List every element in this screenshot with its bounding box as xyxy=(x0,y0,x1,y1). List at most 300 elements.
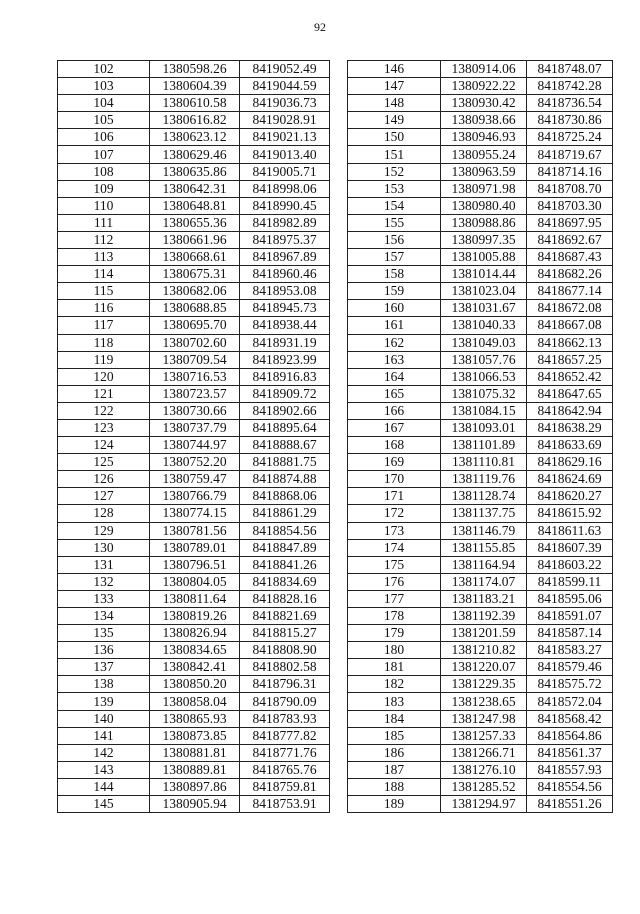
page-number: 92 xyxy=(314,20,326,34)
point-number: 154 xyxy=(348,197,441,214)
x-coordinate: 1380774.15 xyxy=(150,505,240,522)
table-row xyxy=(348,505,613,522)
x-coordinate: 1380695.70 xyxy=(150,317,240,334)
table-row xyxy=(58,334,330,351)
x-coordinate: 1380819.26 xyxy=(150,608,240,625)
table-row xyxy=(58,556,330,573)
point-number: 156 xyxy=(348,231,441,248)
point-number: 110 xyxy=(58,197,150,214)
y-coordinate: 8418682.26 xyxy=(527,266,613,283)
table-row xyxy=(58,197,330,214)
x-coordinate: 1381101.89 xyxy=(441,437,527,454)
point-number: 174 xyxy=(348,539,441,556)
x-coordinate: 1380804.05 xyxy=(150,573,240,590)
table-row xyxy=(58,539,330,556)
point-number: 109 xyxy=(58,180,150,197)
x-coordinate: 1380629.46 xyxy=(150,146,240,163)
point-number: 171 xyxy=(348,488,441,505)
y-coordinate: 8418583.27 xyxy=(527,642,613,659)
y-coordinate: 8418742.28 xyxy=(527,78,613,95)
point-number: 175 xyxy=(348,556,441,573)
table-row xyxy=(58,266,330,283)
x-coordinate: 1380922.22 xyxy=(441,78,527,95)
y-coordinate: 8418730.86 xyxy=(527,112,613,129)
y-coordinate: 8418790.09 xyxy=(240,693,330,710)
x-coordinate: 1380938.66 xyxy=(441,112,527,129)
point-number: 136 xyxy=(58,642,150,659)
x-coordinate: 1380963.59 xyxy=(441,163,527,180)
y-coordinate: 8418642.94 xyxy=(527,402,613,419)
x-coordinate: 1381128.74 xyxy=(441,488,527,505)
table-row xyxy=(58,129,330,146)
x-coordinate: 1380971.98 xyxy=(441,180,527,197)
point-number: 169 xyxy=(348,454,441,471)
y-coordinate: 8418821.69 xyxy=(240,608,330,625)
point-number: 149 xyxy=(348,112,441,129)
table-row xyxy=(58,300,330,317)
point-number: 150 xyxy=(348,129,441,146)
y-coordinate: 8419005.71 xyxy=(240,163,330,180)
x-coordinate: 1381093.01 xyxy=(441,419,527,436)
point-number: 161 xyxy=(348,317,441,334)
point-number: 112 xyxy=(58,231,150,248)
point-number: 125 xyxy=(58,454,150,471)
y-coordinate: 8418895.64 xyxy=(240,419,330,436)
point-number: 130 xyxy=(58,539,150,556)
point-number: 108 xyxy=(58,163,150,180)
point-number: 185 xyxy=(348,727,441,744)
y-coordinate: 8418629.16 xyxy=(527,454,613,471)
y-coordinate: 8418753.91 xyxy=(240,796,330,813)
table-row xyxy=(348,761,613,778)
table-row xyxy=(348,522,613,539)
table-row xyxy=(58,112,330,129)
point-number: 141 xyxy=(58,727,150,744)
table-row xyxy=(58,625,330,642)
table-row xyxy=(348,625,613,642)
x-coordinate: 1381210.82 xyxy=(441,642,527,659)
table-row xyxy=(348,368,613,385)
point-number: 152 xyxy=(348,163,441,180)
y-coordinate: 8418834.69 xyxy=(240,573,330,590)
point-number: 103 xyxy=(58,78,150,95)
x-coordinate: 1381276.10 xyxy=(441,761,527,778)
y-coordinate: 8418960.46 xyxy=(240,266,330,283)
y-coordinate: 8418808.90 xyxy=(240,642,330,659)
x-coordinate: 1380737.79 xyxy=(150,419,240,436)
x-coordinate: 1381201.59 xyxy=(441,625,527,642)
x-coordinate: 1380997.35 xyxy=(441,231,527,248)
y-coordinate: 8418620.27 xyxy=(527,488,613,505)
y-coordinate: 8418591.07 xyxy=(527,608,613,625)
y-coordinate: 8418672.08 xyxy=(527,300,613,317)
y-coordinate: 8418611.63 xyxy=(527,522,613,539)
table-row xyxy=(348,556,613,573)
point-number: 189 xyxy=(348,796,441,813)
table-row xyxy=(348,300,613,317)
x-coordinate: 1380661.96 xyxy=(150,231,240,248)
y-coordinate: 8418599.11 xyxy=(527,573,613,590)
table-row xyxy=(58,214,330,231)
point-number: 111 xyxy=(58,214,150,231)
point-number: 186 xyxy=(348,744,441,761)
y-coordinate: 8418815.27 xyxy=(240,625,330,642)
point-number: 151 xyxy=(348,146,441,163)
y-coordinate: 8418902.66 xyxy=(240,402,330,419)
table-row xyxy=(58,95,330,112)
x-coordinate: 1381229.35 xyxy=(441,676,527,693)
table-row xyxy=(348,488,613,505)
table-row xyxy=(348,419,613,436)
y-coordinate: 8418719.67 xyxy=(527,146,613,163)
x-coordinate: 1380744.97 xyxy=(150,437,240,454)
y-coordinate: 8418861.29 xyxy=(240,505,330,522)
table-row xyxy=(348,437,613,454)
point-number: 188 xyxy=(348,778,441,795)
table-row xyxy=(58,163,330,180)
x-coordinate: 1381031.67 xyxy=(441,300,527,317)
table-row xyxy=(348,266,613,283)
x-coordinate: 1380642.31 xyxy=(150,180,240,197)
x-coordinate: 1380826.94 xyxy=(150,625,240,642)
y-coordinate: 8418796.31 xyxy=(240,676,330,693)
table-row xyxy=(348,727,613,744)
point-number: 168 xyxy=(348,437,441,454)
y-coordinate: 8418847.89 xyxy=(240,539,330,556)
point-number: 113 xyxy=(58,249,150,266)
y-coordinate: 8418868.06 xyxy=(240,488,330,505)
x-coordinate: 1380635.86 xyxy=(150,163,240,180)
point-number: 164 xyxy=(348,368,441,385)
point-number: 106 xyxy=(58,129,150,146)
y-coordinate: 8418771.76 xyxy=(240,744,330,761)
table-row xyxy=(58,573,330,590)
point-number: 178 xyxy=(348,608,441,625)
y-coordinate: 8418802.58 xyxy=(240,659,330,676)
table-row xyxy=(58,488,330,505)
x-coordinate: 1380881.81 xyxy=(150,744,240,761)
x-coordinate: 1381023.04 xyxy=(441,283,527,300)
table-row xyxy=(348,710,613,727)
y-coordinate: 8418703.30 xyxy=(527,197,613,214)
point-number: 128 xyxy=(58,505,150,522)
y-coordinate: 8418909.72 xyxy=(240,385,330,402)
point-number: 121 xyxy=(58,385,150,402)
table-row xyxy=(58,61,330,78)
y-coordinate: 8418692.67 xyxy=(527,231,613,248)
y-coordinate: 8418607.39 xyxy=(527,539,613,556)
x-coordinate: 1381220.07 xyxy=(441,659,527,676)
point-number: 179 xyxy=(348,625,441,642)
table-row xyxy=(58,608,330,625)
x-coordinate: 1381183.21 xyxy=(441,590,527,607)
point-number: 124 xyxy=(58,437,150,454)
point-number: 165 xyxy=(348,385,441,402)
y-coordinate: 8419013.40 xyxy=(240,146,330,163)
y-coordinate: 8418687.43 xyxy=(527,249,613,266)
y-coordinate: 8418624.69 xyxy=(527,471,613,488)
x-coordinate: 1380865.93 xyxy=(150,710,240,727)
y-coordinate: 8418874.88 xyxy=(240,471,330,488)
y-coordinate: 8418662.13 xyxy=(527,334,613,351)
table-row xyxy=(58,693,330,710)
x-coordinate: 1381247.98 xyxy=(441,710,527,727)
table-row xyxy=(58,505,330,522)
x-coordinate: 1380610.58 xyxy=(150,95,240,112)
table-row xyxy=(348,78,613,95)
x-coordinate: 1380955.24 xyxy=(441,146,527,163)
x-coordinate: 1380604.39 xyxy=(150,78,240,95)
y-coordinate: 8418615.92 xyxy=(527,505,613,522)
table-row xyxy=(348,197,613,214)
y-coordinate: 8418572.04 xyxy=(527,693,613,710)
table-row xyxy=(58,642,330,659)
table-row xyxy=(348,676,613,693)
x-coordinate: 1381057.76 xyxy=(441,351,527,368)
x-coordinate: 1381192.39 xyxy=(441,608,527,625)
x-coordinate: 1381110.81 xyxy=(441,454,527,471)
table-row xyxy=(348,129,613,146)
y-coordinate: 8418708.70 xyxy=(527,180,613,197)
y-coordinate: 8418982.89 xyxy=(240,214,330,231)
x-coordinate: 1380598.26 xyxy=(150,61,240,78)
x-coordinate: 1381084.15 xyxy=(441,402,527,419)
point-number: 157 xyxy=(348,249,441,266)
x-coordinate: 1380623.12 xyxy=(150,129,240,146)
point-number: 135 xyxy=(58,625,150,642)
y-coordinate: 8418714.16 xyxy=(527,163,613,180)
x-coordinate: 1381257.33 xyxy=(441,727,527,744)
point-number: 142 xyxy=(58,744,150,761)
point-number: 181 xyxy=(348,659,441,676)
table-row xyxy=(58,249,330,266)
table-row xyxy=(348,317,613,334)
x-coordinate: 1380889.81 xyxy=(150,761,240,778)
y-coordinate: 8419052.49 xyxy=(240,61,330,78)
y-coordinate: 8418638.29 xyxy=(527,419,613,436)
x-coordinate: 1380789.01 xyxy=(150,539,240,556)
x-coordinate: 1381014.44 xyxy=(441,266,527,283)
point-number: 122 xyxy=(58,402,150,419)
x-coordinate: 1381049.03 xyxy=(441,334,527,351)
x-coordinate: 1381294.97 xyxy=(441,796,527,813)
x-coordinate: 1380796.51 xyxy=(150,556,240,573)
y-coordinate: 8418564.86 xyxy=(527,727,613,744)
y-coordinate: 8418575.72 xyxy=(527,676,613,693)
table-row xyxy=(348,180,613,197)
x-coordinate: 1380709.54 xyxy=(150,351,240,368)
table-row xyxy=(348,402,613,419)
table-row xyxy=(58,522,330,539)
x-coordinate: 1380723.57 xyxy=(150,385,240,402)
x-coordinate: 1380730.66 xyxy=(150,402,240,419)
point-number: 129 xyxy=(58,522,150,539)
point-number: 120 xyxy=(58,368,150,385)
table-row xyxy=(348,590,613,607)
table-row xyxy=(348,112,613,129)
table-row xyxy=(348,61,613,78)
y-coordinate: 8418579.46 xyxy=(527,659,613,676)
y-coordinate: 8418828.16 xyxy=(240,590,330,607)
point-number: 118 xyxy=(58,334,150,351)
point-number: 153 xyxy=(348,180,441,197)
y-coordinate: 8418931.19 xyxy=(240,334,330,351)
x-coordinate: 1380930.42 xyxy=(441,95,527,112)
table-row xyxy=(348,249,613,266)
table-row xyxy=(348,214,613,231)
point-number: 170 xyxy=(348,471,441,488)
table-row xyxy=(58,78,330,95)
table-row xyxy=(348,471,613,488)
y-coordinate: 8418953.08 xyxy=(240,283,330,300)
point-number: 145 xyxy=(58,796,150,813)
x-coordinate: 1380850.20 xyxy=(150,676,240,693)
y-coordinate: 8418923.99 xyxy=(240,351,330,368)
x-coordinate: 1380988.86 xyxy=(441,214,527,231)
y-coordinate: 8418551.26 xyxy=(527,796,613,813)
y-coordinate: 8418657.25 xyxy=(527,351,613,368)
x-coordinate: 1380648.81 xyxy=(150,197,240,214)
y-coordinate: 8418667.08 xyxy=(527,317,613,334)
x-coordinate: 1381174.07 xyxy=(441,573,527,590)
point-number: 133 xyxy=(58,590,150,607)
y-coordinate: 8418568.42 xyxy=(527,710,613,727)
x-coordinate: 1381238.65 xyxy=(441,693,527,710)
table-row xyxy=(348,385,613,402)
y-coordinate: 8418777.82 xyxy=(240,727,330,744)
x-coordinate: 1380668.61 xyxy=(150,249,240,266)
point-number: 115 xyxy=(58,283,150,300)
point-number: 105 xyxy=(58,112,150,129)
point-number: 131 xyxy=(58,556,150,573)
x-coordinate: 1380897.86 xyxy=(150,778,240,795)
table-row xyxy=(58,437,330,454)
x-coordinate: 1380688.85 xyxy=(150,300,240,317)
point-number: 187 xyxy=(348,761,441,778)
x-coordinate: 1381155.85 xyxy=(441,539,527,556)
x-coordinate: 1381119.76 xyxy=(441,471,527,488)
x-coordinate: 1380946.93 xyxy=(441,129,527,146)
point-number: 138 xyxy=(58,676,150,693)
x-coordinate: 1381137.75 xyxy=(441,505,527,522)
y-coordinate: 8418759.81 xyxy=(240,778,330,795)
table-row xyxy=(58,231,330,248)
y-coordinate: 8418561.37 xyxy=(527,744,613,761)
y-coordinate: 8418945.73 xyxy=(240,300,330,317)
x-coordinate: 1380759.47 xyxy=(150,471,240,488)
x-coordinate: 1380752.20 xyxy=(150,454,240,471)
y-coordinate: 8418998.06 xyxy=(240,180,330,197)
table-row xyxy=(348,659,613,676)
point-number: 107 xyxy=(58,146,150,163)
table-row xyxy=(348,693,613,710)
point-number: 159 xyxy=(348,283,441,300)
x-coordinate: 1381066.53 xyxy=(441,368,527,385)
x-coordinate: 1381266.71 xyxy=(441,744,527,761)
y-coordinate: 8418938.44 xyxy=(240,317,330,334)
x-coordinate: 1380766.79 xyxy=(150,488,240,505)
point-number: 143 xyxy=(58,761,150,778)
point-number: 117 xyxy=(58,317,150,334)
y-coordinate: 8418748.07 xyxy=(527,61,613,78)
table-row xyxy=(58,146,330,163)
y-coordinate: 8418725.24 xyxy=(527,129,613,146)
point-number: 155 xyxy=(348,214,441,231)
x-coordinate: 1380858.04 xyxy=(150,693,240,710)
point-number: 144 xyxy=(58,778,150,795)
table-row xyxy=(58,778,330,795)
point-number: 127 xyxy=(58,488,150,505)
table-row xyxy=(348,744,613,761)
table-row xyxy=(348,454,613,471)
table-row xyxy=(58,744,330,761)
x-coordinate: 1381146.79 xyxy=(441,522,527,539)
x-coordinate: 1380980.40 xyxy=(441,197,527,214)
y-coordinate: 8419036.73 xyxy=(240,95,330,112)
point-number: 148 xyxy=(348,95,441,112)
table-row xyxy=(58,761,330,778)
coordinates-table-right xyxy=(347,60,613,813)
table-row xyxy=(348,283,613,300)
y-coordinate: 8418975.37 xyxy=(240,231,330,248)
point-number: 147 xyxy=(348,78,441,95)
y-coordinate: 8418881.75 xyxy=(240,454,330,471)
point-number: 172 xyxy=(348,505,441,522)
table-row xyxy=(58,659,330,676)
y-coordinate: 8418603.22 xyxy=(527,556,613,573)
table-row xyxy=(348,608,613,625)
table-row xyxy=(58,385,330,402)
y-coordinate: 8418854.56 xyxy=(240,522,330,539)
x-coordinate: 1380811.64 xyxy=(150,590,240,607)
table-row xyxy=(58,180,330,197)
x-coordinate: 1380834.65 xyxy=(150,642,240,659)
point-number: 146 xyxy=(348,61,441,78)
y-coordinate: 8418587.14 xyxy=(527,625,613,642)
table-row xyxy=(348,573,613,590)
x-coordinate: 1380914.06 xyxy=(441,61,527,78)
x-coordinate: 1380682.06 xyxy=(150,283,240,300)
y-coordinate: 8418554.56 xyxy=(527,778,613,795)
x-coordinate: 1380716.53 xyxy=(150,368,240,385)
y-coordinate: 8418967.89 xyxy=(240,249,330,266)
x-coordinate: 1381075.32 xyxy=(441,385,527,402)
point-number: 173 xyxy=(348,522,441,539)
point-number: 119 xyxy=(58,351,150,368)
y-coordinate: 8418736.54 xyxy=(527,95,613,112)
point-number: 140 xyxy=(58,710,150,727)
table-row xyxy=(58,796,330,813)
point-number: 102 xyxy=(58,61,150,78)
table-row xyxy=(58,710,330,727)
table-row xyxy=(58,590,330,607)
y-coordinate: 8418595.06 xyxy=(527,590,613,607)
y-coordinate: 8418888.67 xyxy=(240,437,330,454)
x-coordinate: 1380873.85 xyxy=(150,727,240,744)
table-row xyxy=(348,539,613,556)
x-coordinate: 1380675.31 xyxy=(150,266,240,283)
y-coordinate: 8418633.69 xyxy=(527,437,613,454)
table-row xyxy=(348,351,613,368)
table-row xyxy=(348,146,613,163)
point-number: 132 xyxy=(58,573,150,590)
table-row xyxy=(348,334,613,351)
table-row xyxy=(58,283,330,300)
point-number: 166 xyxy=(348,402,441,419)
point-number: 126 xyxy=(58,471,150,488)
y-coordinate: 8418990.45 xyxy=(240,197,330,214)
point-number: 183 xyxy=(348,693,441,710)
